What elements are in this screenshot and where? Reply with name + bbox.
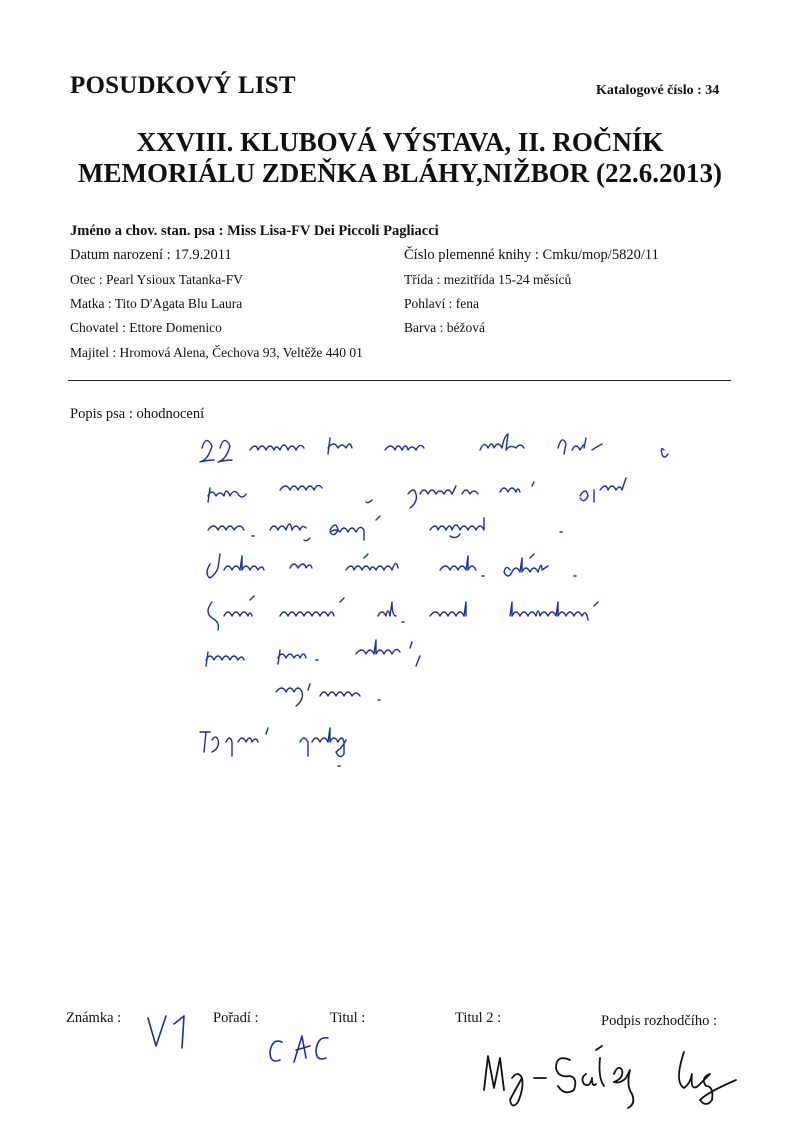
judge-signature-label: Podpis rozhodčího : xyxy=(601,1013,717,1029)
class: Třída : mezitřída 15-24 měsíců xyxy=(404,272,572,287)
coat-color: Barva : béžová xyxy=(404,320,485,335)
event-title-line-2: MEMORIÁLU ZDEŇKA BLÁHY,NIŽBOR (22.6.2013) xyxy=(77,158,723,188)
judge-signature xyxy=(478,1038,778,1118)
placement-label: Pořadí : xyxy=(213,1010,259,1026)
description-label: Popis psa : ohodnocení xyxy=(70,406,205,422)
registry-number: Číslo plemenné knihy : Cmku/mop/5820/11 xyxy=(404,247,659,263)
grade-label: Známka : xyxy=(66,1010,122,1026)
sex: Pohlaví : fena xyxy=(404,296,479,311)
handwritten-description xyxy=(180,420,780,810)
title2-label: Titul 2 : xyxy=(455,1010,502,1026)
owner: Majitel : Hromová Alena, Čechova 93, Veltěže 440 01 xyxy=(70,345,363,360)
handwritten-grade xyxy=(142,1010,202,1055)
event-title-line-1: XXVIII. KLUBOVÁ VÝSTAVA, II. ROČNÍK xyxy=(136,127,664,157)
mother: Matka : Tito D'Agata Blu Laura xyxy=(70,296,243,311)
catalog-number: Katalogové číslo : 34 xyxy=(596,83,720,98)
father: Otec : Pearl Ysioux Tatanka-FV xyxy=(70,272,244,287)
title-label: Titul : xyxy=(330,1010,366,1026)
divider xyxy=(68,380,731,381)
handwritten-title xyxy=(264,1028,344,1073)
dog-name: Jméno a chov. stan. psa : Miss Lisa-FV Dei Piccoli Pagliacci xyxy=(70,223,439,239)
birth-date: Datum narození : 17.9.2011 xyxy=(70,247,232,263)
breeder: Chovatel : Ettore Domenico xyxy=(70,320,222,335)
document-title: POSUDKOVÝ LIST xyxy=(70,72,296,99)
